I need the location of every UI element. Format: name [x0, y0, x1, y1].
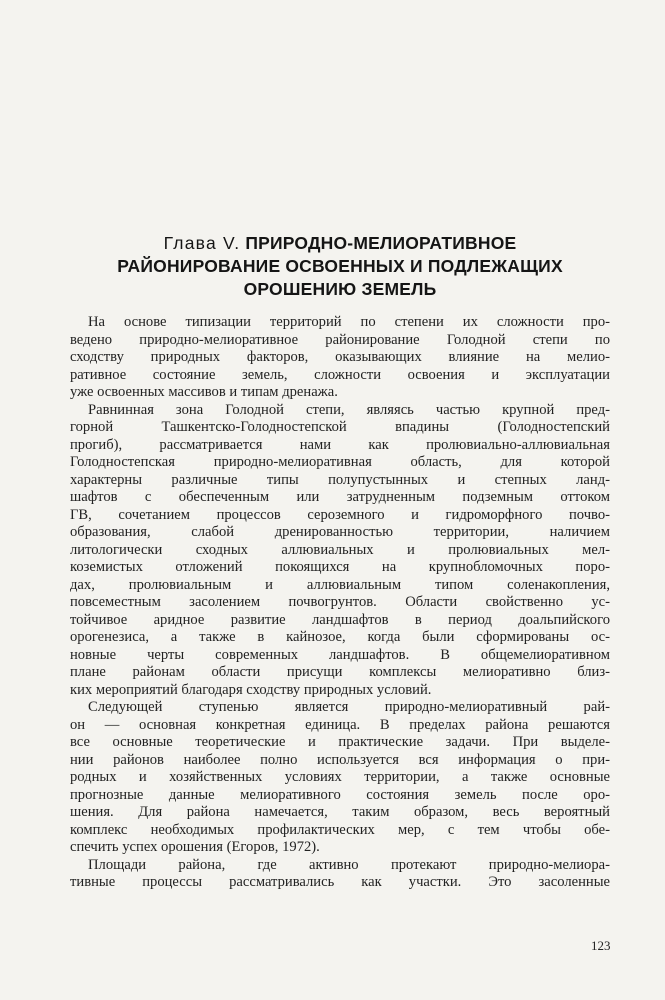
text-line: шения. Для района намечается, таким образом, весь вероятный: [70, 804, 610, 820]
text-line: новные черты современных ландшафтов. В общемелиоративном: [70, 646, 610, 663]
text-line: ГВ, сочетанием процессов сероземного и гидроморфного почво-: [70, 506, 610, 523]
text-line: прогиб), рассматривается нами как пролювиально-аллювиальная: [70, 436, 610, 453]
chapter-title-text-1: ПРИРОДНО-МЕЛИОРАТИВНОЕ: [245, 233, 517, 253]
text-line: родных и хозяйственных условиях территории, а также основные: [70, 769, 610, 785]
text-line: На основе типизации территорий по степени их сложности про-: [88, 314, 610, 330]
text-line: тивные процессы рассматривались как участки. Это засоленные: [70, 874, 610, 890]
chapter-title-line-1: [70, 232, 610, 255]
text-line: литологически сходных аллювиальных и пролювиальных мел-: [70, 541, 610, 558]
text-line: нии районов наиболее полно используется вся информация о при-: [70, 751, 610, 768]
text-line: ративное состояние земель, сложности освоения и эксплуатации: [70, 366, 610, 383]
text-line: образования, слабой дренированностью территории, наличием: [70, 524, 610, 540]
text-line: прогнозные данные мелиоративного состояния земель после оро-: [70, 786, 610, 803]
chapter-title: [70, 232, 610, 301]
text-line: коземистых отложений покоящихся на крупнобломочных поро-: [70, 559, 610, 575]
text-line: он — основная конкретная единица. В пределах района решаются: [70, 716, 610, 733]
text-line: характерны различные типы полупустынных и степных ланд-: [70, 471, 610, 488]
text-line: тойчивое аридное развитие ландшафтов в период доальпийского: [70, 611, 610, 628]
body-text: [70, 314, 610, 892]
text-line: Площади района, где активно протекают природно-мелиора-: [88, 856, 610, 873]
chapter-label: Глава V.: [163, 233, 241, 253]
text-line: шафтов с обеспеченным или затрудненным подземным оттоком: [70, 489, 610, 505]
text-line: сходству природных факторов, оказывающих влияние на мелио-: [70, 349, 610, 365]
text-line: Равнинная зона Голодной степи, являясь частью крупной пред-: [88, 401, 610, 418]
text-line: орогенезиса, а также в кайнозое, когда были сформированы ос-: [70, 629, 610, 645]
text-line: все основные теоретические и практические задачи. При выделе-: [70, 734, 610, 750]
text-line: плане районам области присущи комплексы мелиоративно близ-: [70, 664, 610, 680]
text-line: уже освоенных массивов и типам дренажа.: [70, 384, 338, 400]
text-line: ведено природно-мелиоративное районирование Голодной степи по: [70, 331, 610, 348]
page-number: 123: [591, 938, 611, 953]
text-line: комплекс необходимых профилактических мер, с тем чтобы обе-: [70, 821, 610, 838]
text-line: ких мероприятий благодаря сходству природных условий.: [70, 681, 432, 698]
chapter-title-line-2: РАЙОНИРОВАНИЕ ОСВОЕННЫХ И ПОДЛЕЖАЩИХ: [117, 256, 563, 276]
text-line: Голодностепская природно-мелиоративная область, для которой: [70, 454, 610, 470]
text-line: горной Ташкентско-Голодностепской впадины (Голодностепский: [70, 419, 610, 435]
text-line: повсеместным засолением почвогрунтов. Области свойственно ус-: [70, 594, 610, 610]
chapter-title-line-3: ОРОШЕНИЮ ЗЕМЕЛЬ: [243, 279, 437, 299]
text-line: Следующей ступенью является природно-мелиоративный рай-: [88, 699, 610, 715]
text-line: спечить успех орошения (Егоров, 1972).: [70, 839, 320, 855]
text-line: дах, пролювиальным и аллювиальным типом соленакопления,: [70, 576, 610, 593]
